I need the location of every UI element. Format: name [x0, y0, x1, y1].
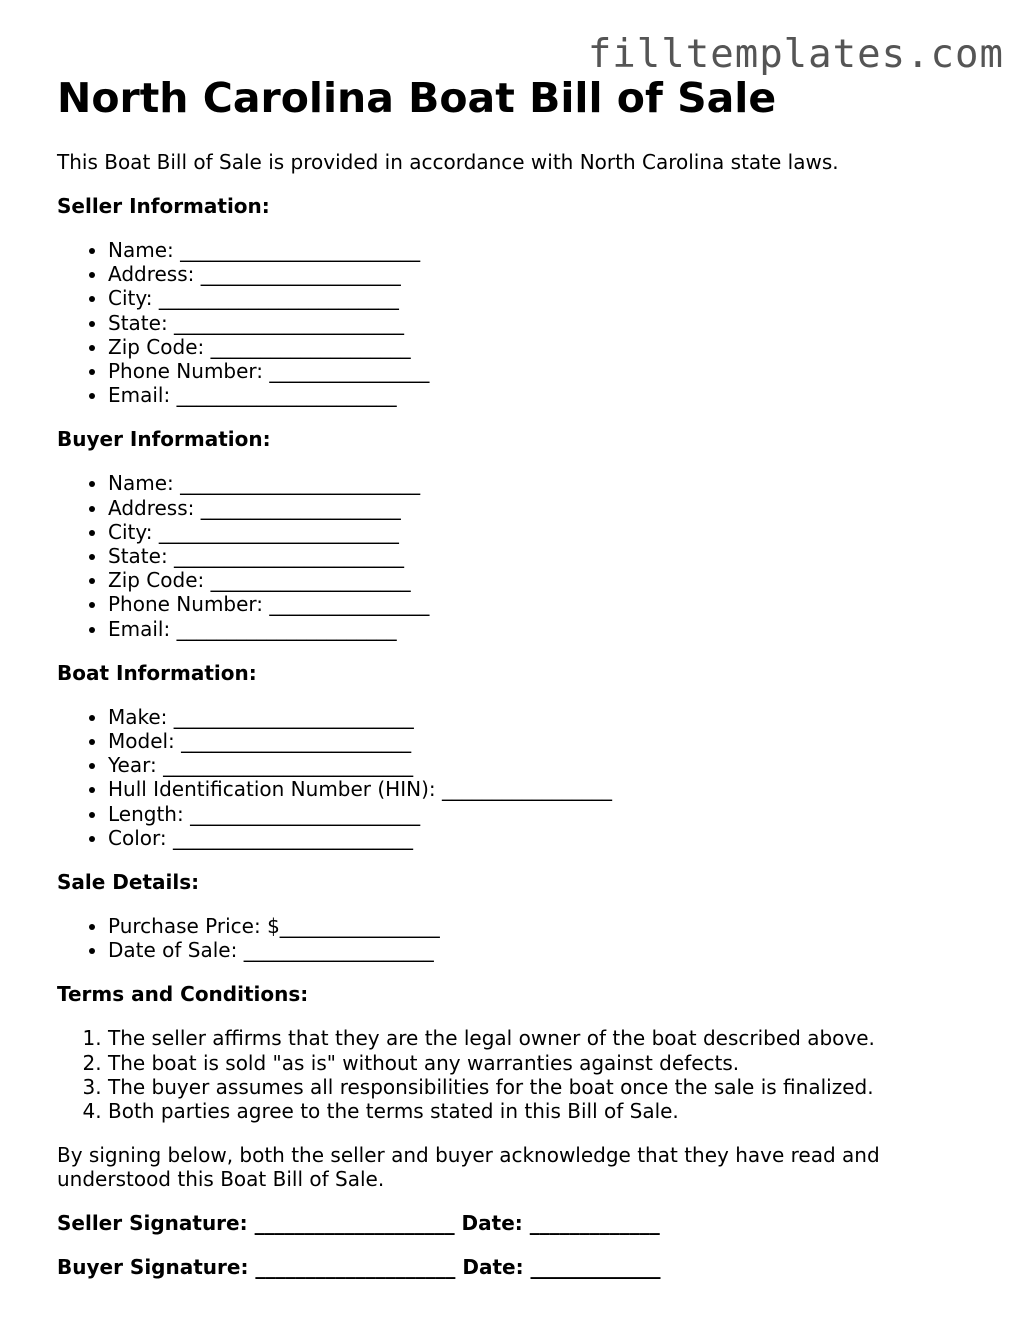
boat-length-field: • Length: _______________________ — [108, 802, 987, 826]
sale-field-list — [57, 914, 987, 962]
buyer-name-field: • Name: ________________________ — [108, 471, 987, 495]
seller-phone-field: • Phone Number: ________________ — [108, 359, 987, 383]
buyer-city-field: • City: ________________________ — [108, 520, 987, 544]
buyer-zip-field: • Zip Code: ____________________ — [108, 568, 987, 592]
buyer-email-field: • Email: ______________________ — [108, 617, 987, 641]
document-page — [57, 74, 987, 1279]
date-of-sale-field: • Date of Sale: ___________________ — [108, 938, 987, 962]
buyer-address-field: • Address: ____________________ — [108, 496, 987, 520]
seller-name-field: • Name: ________________________ — [108, 238, 987, 262]
sale-heading: Sale Details: — [57, 870, 200, 895]
seller-zip-field: • Zip Code: ____________________ — [108, 335, 987, 359]
boat-hin-field: • Hull Identification Number (HIN): _________________ — [108, 777, 987, 801]
seller-address-field: • Address: ____________________ — [108, 262, 987, 286]
terms-list — [57, 1026, 987, 1123]
seller-email-field: • Email: ______________________ — [108, 383, 987, 407]
document-title: North Carolina Boat Bill of Sale — [57, 74, 777, 122]
terms-item: 3. The buyer assumes all responsibilities for the boat once the sale is finalized. — [108, 1075, 987, 1099]
buyer-heading: Buyer Information: — [57, 427, 271, 452]
terms-item: 4. Both parties agree to the terms stated in this Bill of Sale. — [108, 1099, 987, 1123]
boat-make-field: • Make: ________________________ — [108, 705, 987, 729]
boat-heading: Boat Information: — [57, 660, 257, 685]
buyer-field-list — [57, 471, 987, 640]
buyer-phone-field: • Phone Number: ________________ — [108, 592, 987, 616]
seller-field-list — [57, 238, 987, 407]
closing-paragraph: By signing below, both the seller and buyer acknowledge that they have read and understood this Boat Bill of Sale. — [57, 1143, 880, 1192]
seller-state-field: • State: _______________________ — [108, 311, 987, 335]
intro-paragraph: This Boat Bill of Sale is provided in accordance with North Carolina state laws. — [57, 150, 839, 174]
terms-item: 2. The boat is sold "as is" without any warranties against defects. — [108, 1051, 987, 1075]
watermark: filltemplates.com — [587, 32, 1004, 77]
purchase-price-field: • Purchase Price: $________________ — [108, 914, 987, 938]
boat-field-list — [57, 705, 987, 850]
seller-city-field: • City: ________________________ — [108, 286, 987, 310]
seller-heading: Seller Information: — [57, 194, 270, 218]
seller-signature-line: Seller Signature: ____________________ Date: _____________ — [57, 1211, 660, 1236]
buyer-signature-line: Buyer Signature: ____________________ Date: _____________ — [57, 1255, 661, 1280]
terms-heading: Terms and Conditions: — [57, 982, 309, 1007]
boat-model-field: • Model: _______________________ — [108, 729, 987, 753]
terms-item: 1. The seller affirms that they are the legal owner of the boat described above. — [108, 1026, 987, 1050]
boat-color-field: • Color: ________________________ — [108, 826, 987, 850]
buyer-state-field: • State: _______________________ — [108, 544, 987, 568]
boat-year-field: • Year: _________________________ — [108, 753, 987, 777]
